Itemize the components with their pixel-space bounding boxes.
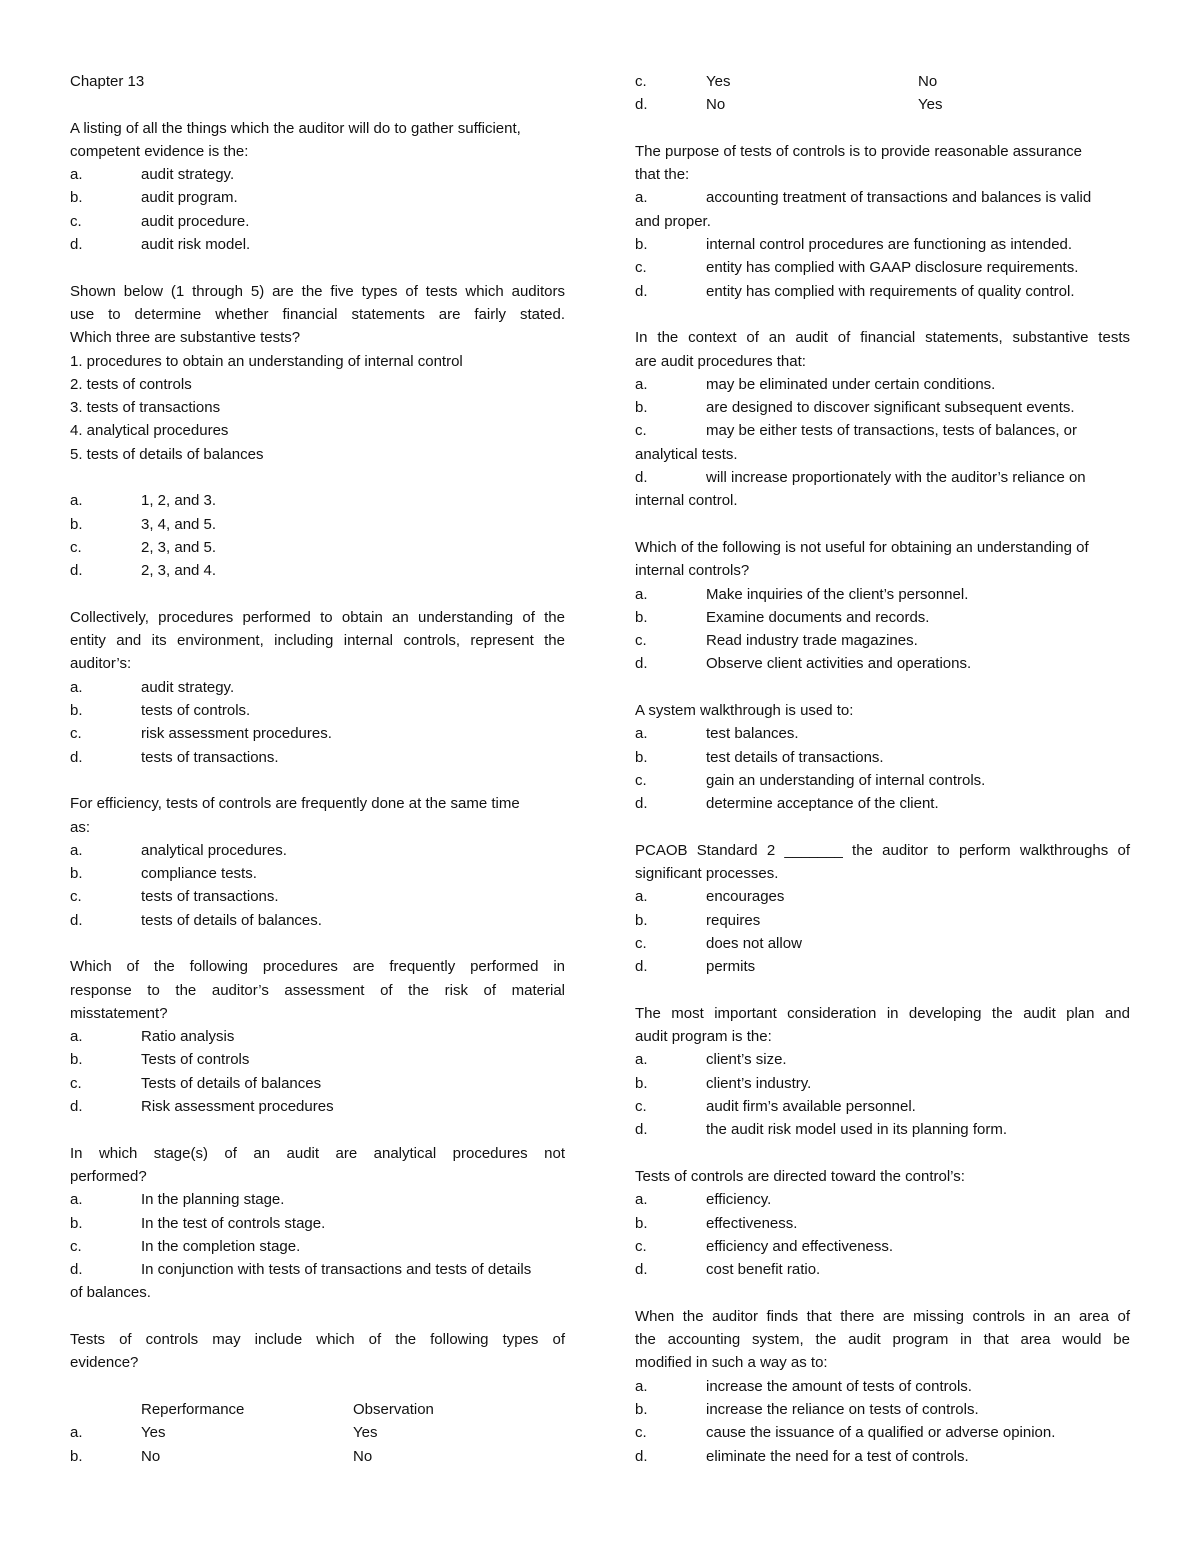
- question-4: [70, 792, 565, 932]
- option-d-continuation: of balances.: [70, 1284, 151, 1302]
- option-d: d. tests of transactions.: [70, 748, 279, 766]
- option-c: c. cause the issuance of a qualified or adverse opinion.: [635, 1424, 1056, 1442]
- option-a: a. Make inquiries of the client’s personnel.: [635, 585, 969, 603]
- option-c: c. Tests of details of balances: [70, 1074, 322, 1092]
- question-1: [70, 117, 565, 257]
- question-text: When the auditor finds that there are missing controls in an area of: [635, 1307, 1130, 1325]
- question-14: [635, 1165, 1130, 1281]
- question-text: Shown below (1 through 5) are the five types of tests which auditors: [70, 282, 565, 300]
- option-d: d. entity has complied with requirements of quality control.: [635, 282, 1075, 300]
- option-c: c. entity has complied with GAAP disclosure requirements.: [635, 259, 1079, 277]
- list-item: 3. tests of transactions: [70, 399, 221, 417]
- option-a: a. Ratio analysis: [70, 1028, 235, 1046]
- option-a: a. efficiency.: [635, 1191, 772, 1209]
- question-7: [70, 1328, 565, 1468]
- question-text: entity and its environment, including internal controls, represent the: [70, 632, 565, 650]
- option-c: c. tests of transactions.: [70, 888, 279, 906]
- option-b: b. internal control procedures are functioning as intended.: [635, 236, 1073, 254]
- question-15: [635, 1305, 1130, 1468]
- option-b: b. In the test of controls stage.: [70, 1214, 326, 1232]
- option-d: d. Observe client activities and operations.: [635, 655, 972, 673]
- option-d: d. the audit risk model used in its planning form.: [635, 1121, 1007, 1139]
- question-3: [70, 606, 565, 769]
- option-c: c. audit firm’s available personnel.: [635, 1098, 916, 1116]
- question-11: [635, 699, 1130, 815]
- option-a: a. test balances.: [635, 725, 799, 743]
- table-header: Reperformance Observation: [141, 1400, 434, 1418]
- question-5: [70, 955, 565, 1118]
- option-b: b. compliance tests.: [70, 865, 257, 883]
- option-d: d. In conjunction with tests of transactions and tests of details: [70, 1261, 532, 1279]
- option-b: b. tests of controls.: [70, 702, 251, 720]
- option-d: d. eliminate the need for a test of controls.: [635, 1447, 969, 1465]
- option-c-continuation: analytical tests.: [635, 445, 738, 463]
- option-c: c. risk assessment procedures.: [70, 725, 332, 743]
- option-d: d. cost benefit ratio.: [635, 1261, 821, 1279]
- question-text: misstatement?: [70, 1004, 168, 1022]
- option-d: d. 2, 3, and 4.: [70, 562, 217, 580]
- question-text: competent evidence is the:: [70, 142, 249, 160]
- option-a: a. In the planning stage.: [70, 1191, 285, 1209]
- question-text: auditor’s:: [70, 655, 132, 673]
- option-b: b. increase the reliance on tests of controls.: [635, 1400, 979, 1418]
- option-b: b. test details of transactions.: [635, 748, 884, 766]
- option-d: d. audit risk model.: [70, 236, 251, 254]
- question-text: A system walkthrough is used to:: [635, 702, 854, 720]
- option-a: a. client’s size.: [635, 1051, 787, 1069]
- question-text: In the context of an audit of financial statements, substantive tests: [635, 329, 1130, 347]
- option-d: d. tests of details of balances.: [70, 911, 322, 929]
- option-a: a. increase the amount of tests of controls.: [635, 1377, 972, 1395]
- option-a: a. audit strategy.: [70, 166, 235, 184]
- right-column: [635, 70, 1130, 1468]
- chapter-title: Chapter 13: [70, 73, 145, 90]
- option-a: a. may be eliminated under certain conditions.: [635, 375, 996, 393]
- option-d: d. permits: [635, 958, 756, 976]
- question-text: modified in such a way as to:: [635, 1354, 828, 1372]
- question-text: The purpose of tests of controls is to provide reasonable assurance: [635, 142, 1082, 160]
- option-c: c. audit procedure.: [70, 212, 250, 230]
- list-item: 5. tests of details of balances: [70, 445, 264, 463]
- option-d: d. will increase proportionately with the auditor’s reliance on: [635, 469, 1086, 487]
- question-8: [635, 140, 1130, 303]
- question-text: performed?: [70, 1167, 147, 1185]
- option-a: a. 1, 2, and 3.: [70, 492, 217, 510]
- question-9: [635, 326, 1130, 512]
- table-row: c. Yes No: [635, 73, 938, 90]
- question-text: that the:: [635, 166, 690, 184]
- table-row: d. No Yes: [635, 96, 943, 114]
- question-text: evidence?: [70, 1354, 139, 1372]
- option-c: c. 2, 3, and 5.: [70, 538, 217, 556]
- question-text: Collectively, procedures performed to obtain an understanding of the: [70, 608, 565, 626]
- option-b: b. requires: [635, 911, 761, 929]
- list-item: 1. procedures to obtain an understanding of internal control: [70, 352, 463, 370]
- option-b: b. are designed to discover significant subsequent events.: [635, 399, 1075, 417]
- question-6: [70, 1142, 565, 1305]
- option-d: d. determine acceptance of the client.: [635, 795, 939, 813]
- table-row: b. No No: [70, 1447, 373, 1465]
- question-text: are audit procedures that:: [635, 352, 806, 370]
- list-item: 4. analytical procedures: [70, 422, 229, 440]
- question-text: PCAOB Standard 2 _______ the auditor to perform walkthroughs of: [635, 841, 1130, 859]
- option-a: a. accounting treatment of transactions and balances is valid: [635, 189, 1092, 207]
- option-c: c. Read industry trade magazines.: [635, 632, 918, 650]
- option-b: b. effectiveness.: [635, 1214, 798, 1232]
- option-c: c. may be either tests of transactions, tests of balances, or: [635, 422, 1078, 440]
- option-c: c. In the completion stage.: [70, 1237, 301, 1255]
- option-c: c. does not allow: [635, 934, 802, 952]
- question-text: audit program is the:: [635, 1028, 772, 1046]
- question-text: In which stage(s) of an audit are analytical procedures not: [70, 1144, 565, 1162]
- option-b: b. Tests of controls: [70, 1051, 250, 1069]
- question-text: Which three are substantive tests?: [70, 329, 301, 347]
- option-a: a. encourages: [635, 888, 785, 906]
- option-b: b. 3, 4, and 5.: [70, 515, 217, 533]
- option-d-continuation: internal control.: [635, 492, 738, 510]
- question-text: as:: [70, 818, 91, 836]
- option-a: a. analytical procedures.: [70, 841, 287, 859]
- option-c: c. efficiency and effectiveness.: [635, 1237, 894, 1255]
- list-item: 2. tests of controls: [70, 375, 192, 393]
- question-text: use to determine whether financial statements are fairly stated.: [70, 305, 565, 323]
- question-text: the accounting system, the audit program in that area would be: [635, 1331, 1130, 1349]
- question-text: A listing of all the things which the auditor will do to gather sufficient,: [70, 119, 521, 137]
- question-2: [70, 280, 565, 583]
- question-text: Which of the following is not useful for obtaining an understanding of: [635, 538, 1089, 556]
- question-text: For efficiency, tests of controls are frequently done at the same time: [70, 795, 520, 813]
- question-text: Tests of controls may include which of the following types of: [70, 1331, 565, 1349]
- question-13: [635, 1002, 1130, 1142]
- question-text: internal controls?: [635, 562, 750, 580]
- option-d: d. Risk assessment procedures: [70, 1098, 334, 1116]
- left-column: [70, 70, 565, 1468]
- option-a-continuation: and proper.: [635, 212, 711, 230]
- option-c: c. gain an understanding of internal controls.: [635, 771, 986, 789]
- question-text: Which of the following procedures are frequently performed in: [70, 958, 565, 976]
- table-row: a. Yes Yes: [70, 1424, 378, 1442]
- question-12: [635, 839, 1130, 979]
- question-text: response to the auditor’s assessment of the risk of material: [70, 981, 565, 999]
- question-text: Tests of controls are directed toward the control’s:: [635, 1167, 965, 1185]
- question-text: The most important consideration in developing the audit plan and: [635, 1004, 1130, 1022]
- option-b: b. client’s industry.: [635, 1074, 812, 1092]
- option-a: a. audit strategy.: [70, 678, 235, 696]
- question-10: [635, 536, 1130, 676]
- option-b: b. audit program.: [70, 189, 238, 207]
- option-b: b. Examine documents and records.: [635, 608, 930, 626]
- question-text: significant processes.: [635, 865, 779, 883]
